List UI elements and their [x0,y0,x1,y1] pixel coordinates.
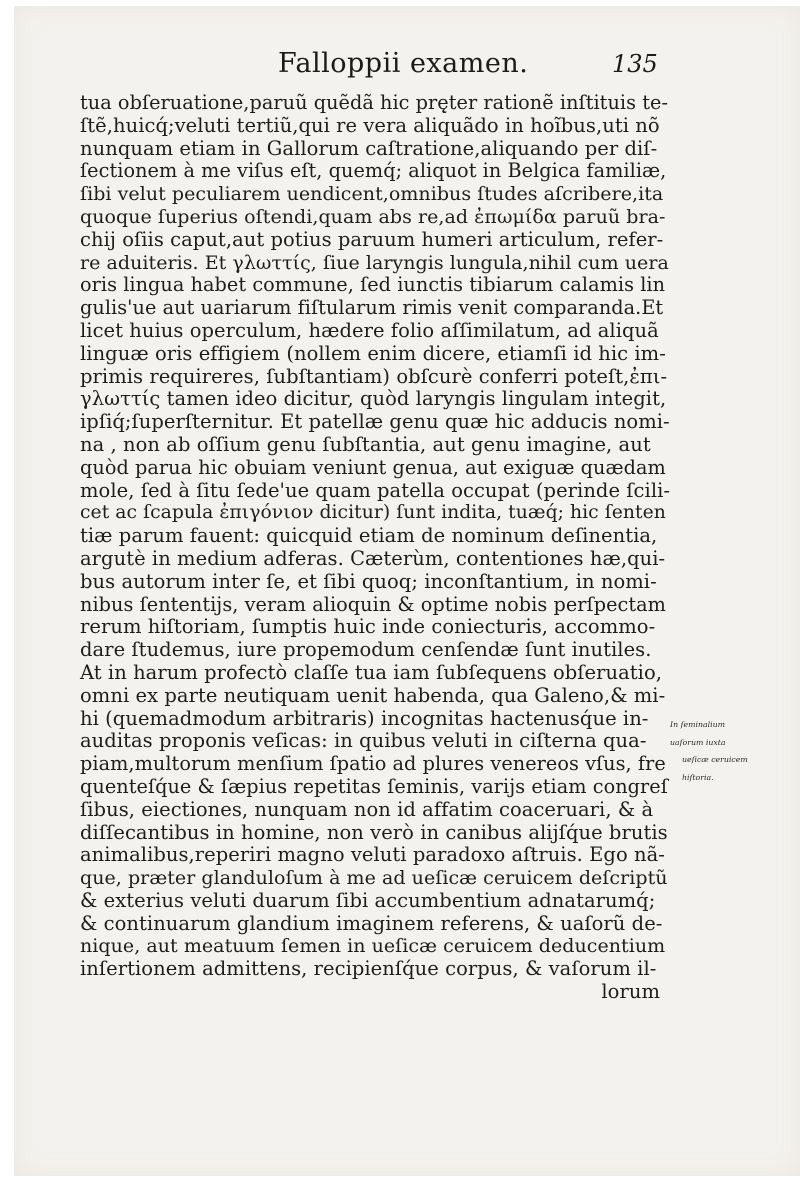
text-line: γλωττίς tamen ideo dicitur, quòd laryngis lingulam integit, [80,387,667,411]
text-line: dare ſtudemus, iure propemodum cenſendæ ſunt inutiles. [80,638,652,662]
text-line: nique, aut meatuum ſemen in ueſicæ ceruicem deducentium [80,935,666,958]
text-line: & continuarum glandium imaginem referens, & uaſorũ de- [80,911,663,935]
text-line: nunquam etiam in Gallorum caſtratione,aliquando per diſ- [80,136,658,160]
text-line: nibus ſententijs, veram alioquin & optime nobis perſpectam [80,592,666,616]
text-line: piam,multorum menſium ſpatio ad plures venereos vſus, fre [80,752,666,776]
text-line: ſibi velut peculiarem uendicent,omnibus ſtudes aſcribere,ita [80,183,664,206]
text-line: auditas proponis veſicas: in quibus veluti in ciſterna qua- [80,729,647,753]
text-line: ſectionem à me viſus eſt, quemq́; aliquot in Belgica familiæ, [80,159,667,183]
text-line: animalibus,reperiri magno veluti paradoxo aſtruis. Ego nã- [80,843,665,867]
text-line: tiæ parum fauent: quicquid etiam de nominum deſinentia, [80,524,658,548]
text-line: diſſecantibus in homine, non verò in canibus alijſq́ue brutis [80,820,668,844]
margin-note-line: ueſicæ ceruicem [682,755,748,764]
margin-note-line: uaſorum iuxta [670,737,726,747]
text-line: mole, ſed à ſitu ſede'ue quam patella occupat (perinde ſcili- [80,478,671,502]
text-line: primis requireres, ſubſtantiam) obſcurè conferri poteſt,ἐπι- [80,364,668,388]
page-header [0,46,800,86]
text-line: rerum hiſtoriam, ſumptis huic inde coniecturis, accommo- [80,615,656,639]
margin-note-line: hiſtoria. [682,772,714,782]
margin-note-line: In ſeminalium [670,720,726,729]
text-line: tua obſeruatione,paruũ quẽdã hic prę̨ter rationẽ inſtituis te- [80,91,669,114]
text-line: quoque ſuperius oſtendi,quam abs re,ad ἐπωμίδα paruũ bra- [80,205,666,228]
text-line: argutè in medium adferas. Cæterùm, contentiones hæ,qui- [80,546,666,570]
text-line: licet huius operculum, hædere folio aſſimilatum, ad aliquã [80,318,659,342]
text-line: bus autorum inter ſe, et ſibi quoq; inconſtantium, in nomi- [80,569,657,593]
text-line: hi (quemadmodum arbitraris) incognitas hactenusq́ue in- [80,706,649,730]
text-line: ſtẽ,huicq́;veluti tertiũ,qui re vera aliquãdo in hoĩbus,uti nõ [80,113,660,137]
text-line: gulis'ue aut uariarum fiſtularum rimis venit comparanda.Et [80,296,664,320]
text-line: oris lingua habet commune, ſed iunctis tibiarum calamis lin [80,273,666,297]
catchword: lorum [601,980,660,1004]
text-line: & exterius veluti duarum ſibi accumbentium adnatarumq́; [80,888,656,912]
text-line: ipſiq́;ſuperſternitur. Et patellæ genu quæ hic adducis nomi- [80,410,670,434]
text-line: chij oſiis caput,aut potius paruum humeri articulum, refer- [80,227,664,251]
text-line: omni ex parte neutiquam uenit habenda, qua Galeno,& mi- [80,683,666,707]
text-line: cet ac ſcapula ἐπιγόνιον dicitur) ſunt indita, tuæq́; hic ſenten [80,502,666,524]
text-line: que, præter glandulоſum à me ad ueſicæ ceruicem deſcriptũ [80,867,668,890]
text-line: quòd parua hic obuiam veniunt genua, aut exiguæ quædam [80,455,666,479]
text-line: quenteſq́ue & ſæpius repetitas ſeminis, varijs etiam congreſ [80,774,668,798]
running-title: Falloppii examen. [278,48,529,79]
text-line: re aduiteris. Et γλωττίς, ſiue laryngis lungula,nihil cum uera [80,251,669,274]
body-text [80,92,670,1004]
text-line: At in harum profectò claſſe tua iam ſubſequens obſeruatio, [80,660,663,684]
page-number: 135 [612,50,658,78]
text-line: inſertionem admittens, recipienſq́ue corpus, & vaſorum il- [80,957,657,981]
text-line: ſibus, eiectiones, nunquam non id affatim coaceruari, & à [80,797,654,821]
text-line: linguæ oris effigiem (nollem enim dicere, etiamſi id hic im- [80,341,666,365]
margin-note [670,716,796,786]
text-line: na , non ab oſſium genu ſubſtantia, aut genu imagine, aut [80,432,651,456]
